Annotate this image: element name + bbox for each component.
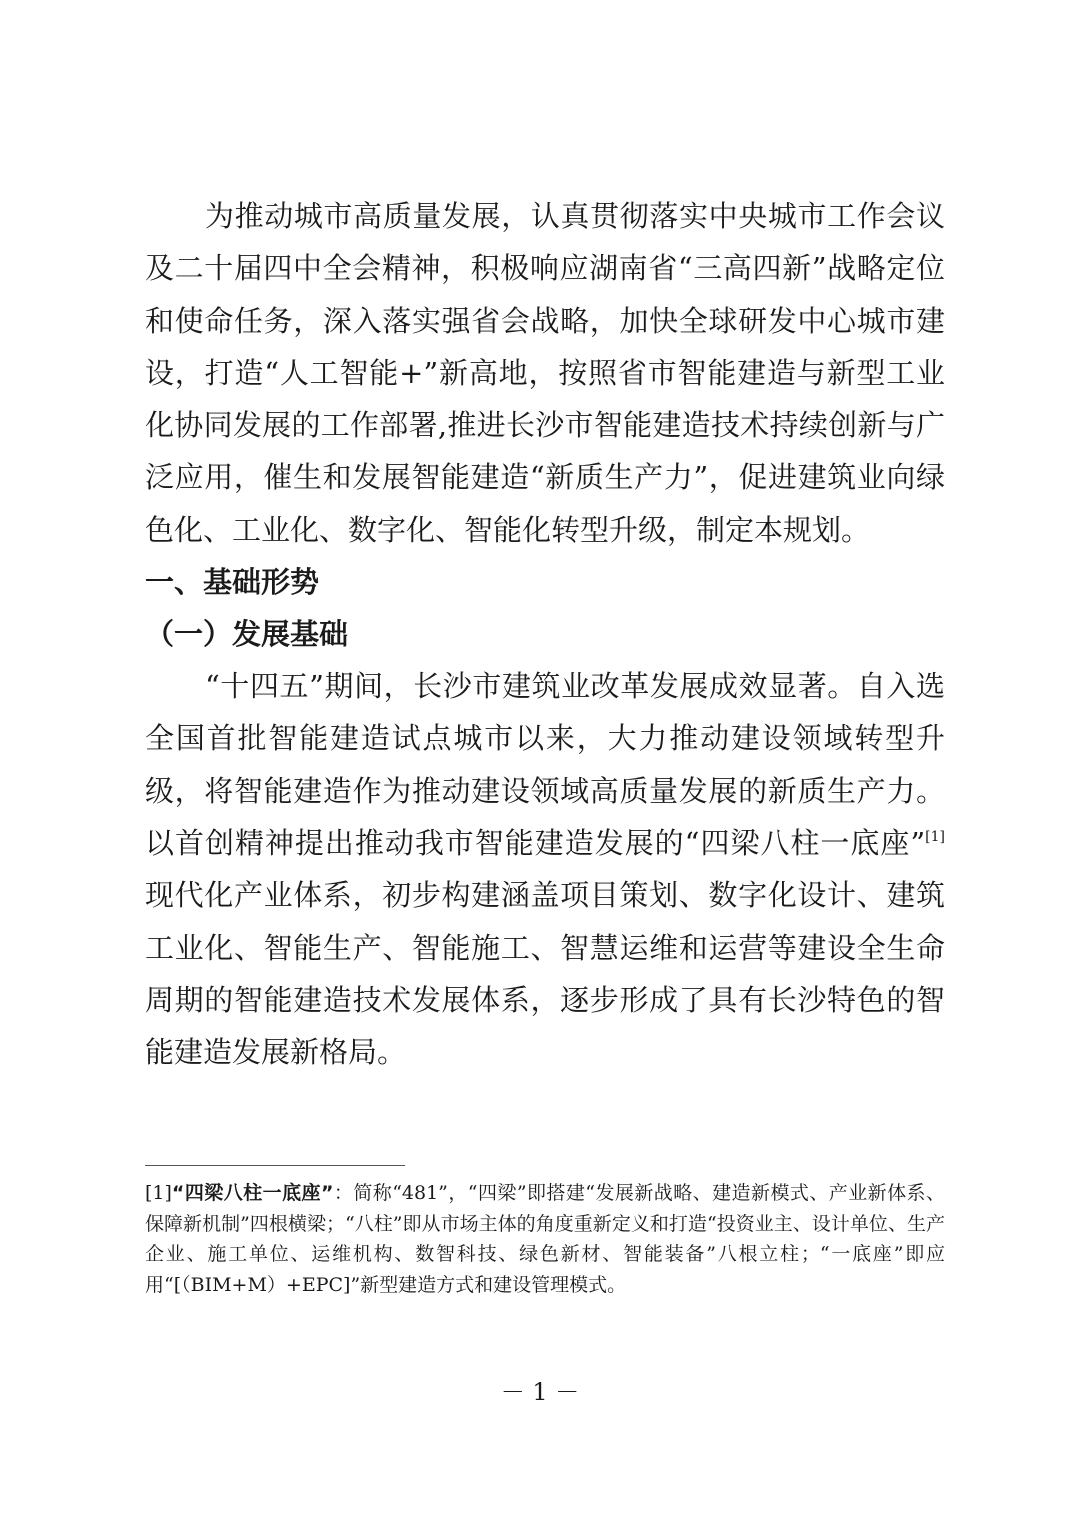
- development-paragraph: [145, 660, 945, 1078]
- page-number: － 1 －: [500, 1378, 580, 1406]
- footnote-term: “四梁八柱一底座”: [171, 1182, 334, 1204]
- document-body: [145, 190, 945, 1078]
- footnote-divider: [145, 1165, 405, 1166]
- development-text-part1: “十四五”期间，长沙市建筑业改革发展成效显著。自入选全国首批智能建造试点城市以来，大力推动建设领域转型升级，将智能建造作为推动建设领域高质量发展的新质生产力。以首创精神提出推动我市智能建造发展的“四梁八柱一底座”: [145, 669, 945, 860]
- section-heading: 一、基础形势: [145, 565, 320, 600]
- footnote-label: [1]: [145, 1182, 172, 1204]
- footnote: [145, 1178, 945, 1300]
- footnote-reference[interactable]: [1]: [925, 828, 945, 845]
- footnote-text: ：简称“481”，“四梁”即搭建“发展新战略、建造新模式、产业新体系、保障新机制”四根横梁；“八柱”即从市场主体的角度重新定义和打造“投资业主、设计单位、生产企业、施工单位、运维机构、数智科技、绿色新材、智能装备”八根立柱；“一底座”即应用“[（BIM+M）+EPC]”新型建造方式和建设管理模式。: [145, 1182, 945, 1296]
- intro-paragraph: 为推动城市高质量发展，认真贯彻落实中央城市工作会议及二十届四中全会精神，积极响应湖南省“三高四新”战略定位和使命任务，深入落实强省会战略，加快全球研发中心城市建设，打造“人工智能+”新高地，按照省市智能建造与新型工业化协同发展的工作部署,推进长沙市智能建造技术持续创新与广泛应用，催生和发展智能建造“新质生产力”，促进建筑业向绿色化、工业化、数字化、智能化转型升级，制定本规划。: [145, 199, 945, 547]
- subsection-heading: （一）发展基础: [145, 617, 349, 652]
- development-text-part2: 现代化产业体系，初步构建涵盖项目策划、数字化设计、建筑工业化、智能生产、智能施工、智慧运维和运营等建设全生命周期的智能建造技术发展体系，逐步形成了具有长沙特色的智能建造发展新格局。: [145, 878, 945, 1070]
